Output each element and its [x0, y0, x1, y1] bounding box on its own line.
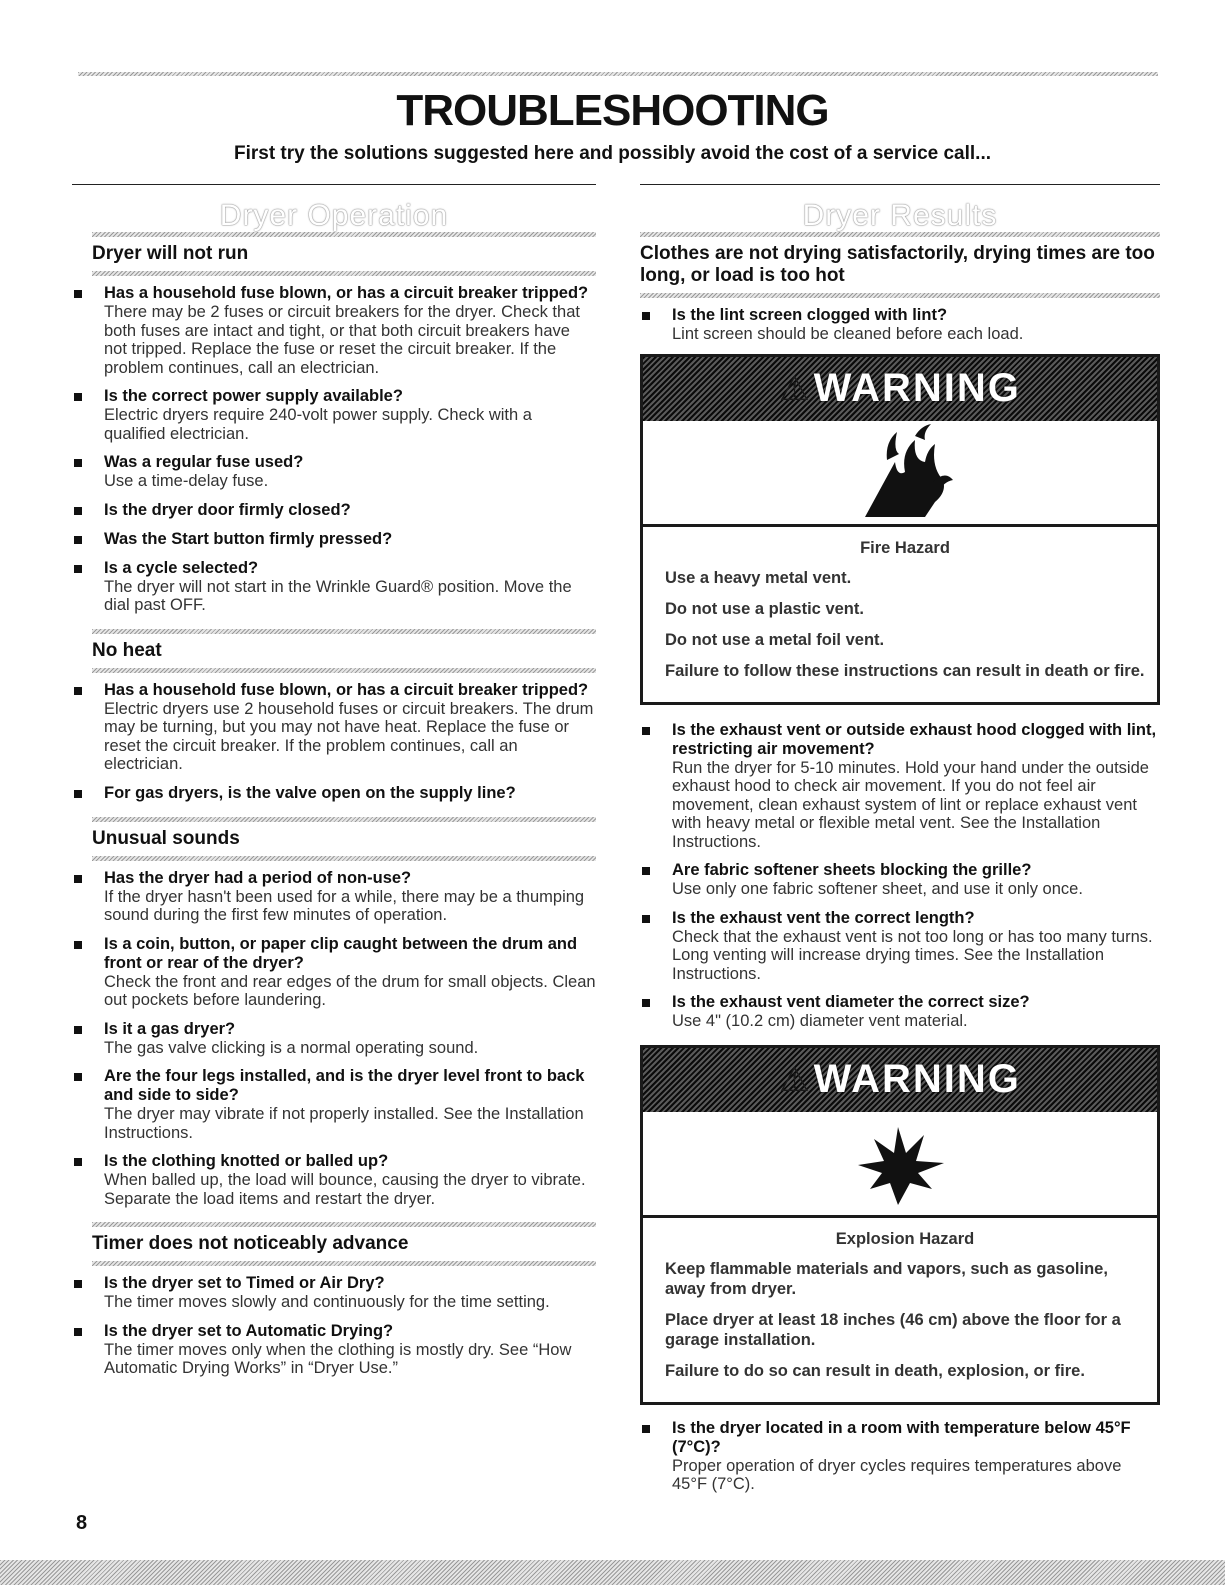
answer: If the dryer hasn't been used for a while, there may be a thumping sound during the first few minutes of operation.	[104, 887, 585, 924]
question: Is the dryer set to Timed or Air Dry?	[104, 1274, 385, 1292]
warning-line: Failure to do so can result in death, explosion, or fire.	[665, 1361, 1085, 1380]
column-heading-dryer-operation: Dryer Operation	[219, 199, 449, 232]
answer: Check the front and rear edges of the drum for small objects. Clean out pockets before laundering.	[104, 972, 596, 1009]
section-title: Dryer will not run	[92, 243, 249, 264]
question: Is the exhaust vent the correct length?	[672, 908, 975, 927]
troubleshoot-section	[72, 629, 596, 803]
section-title: Clothes are not drying satisfactorily, drying times are too long, or load is too hot	[640, 243, 1155, 286]
question: Are fabric softener sheets blocking the grille?	[672, 861, 1032, 879]
answer: Check that the exhaust vent is not too long or has too many turns. Long venting will increase drying times. See the Installation Instructions.	[672, 927, 1153, 983]
fire-icon	[643, 421, 1157, 527]
warning-box-explosion	[640, 1045, 1160, 1405]
explosion-icon	[643, 1112, 1157, 1218]
warning-banner	[643, 357, 1157, 421]
answer: The dryer may vibrate if not properly installed. See the Installation Instructions.	[104, 1105, 584, 1142]
question: Is the correct power supply available?	[104, 387, 403, 405]
warning-body	[643, 1218, 1157, 1402]
list-item	[640, 1419, 1160, 1494]
answer: The timer moves slowly and continuously for the time setting.	[104, 1293, 550, 1311]
question: Has a household fuse blown, or has a circuit breaker tripped?	[104, 284, 589, 302]
warning-banner	[643, 1048, 1157, 1112]
warning-box-fire	[640, 354, 1160, 705]
troubleshoot-section	[72, 1222, 596, 1378]
question: Is the exhaust vent or outside exhaust hood clogged with lint, restricting air movement?	[672, 720, 1157, 758]
list-item	[72, 1274, 596, 1312]
question: Is the lint screen clogged with lint?	[672, 306, 948, 324]
question: Is it a gas dryer?	[104, 1019, 236, 1038]
question: Was the Start button firmly pressed?	[104, 529, 393, 548]
answer: Proper operation of dryer cycles requires temperatures above 45°F (7°C).	[672, 1456, 1122, 1493]
answer: There may be 2 fuses or circuit breakers for the dryer. Check that both fuses are intact and tight, or that both circuit breakers have not tripped. Replace the fuse or reset the circuit breaker. If the problem continues, call an electrician.	[104, 303, 580, 377]
question: Is the dryer set to Automatic Drying?	[104, 1321, 394, 1340]
section-title: Timer does not noticeably advance	[92, 1233, 409, 1254]
warning-label: WARNING	[813, 1057, 1021, 1101]
list-item	[72, 784, 596, 803]
troubleshoot-section	[72, 817, 596, 1209]
question: Is the clothing knotted or balled up?	[104, 1152, 389, 1170]
answer: When balled up, the load will bounce, causing the dryer to vibrate. Separate the load items and restart the dryer.	[104, 1171, 586, 1208]
question: Has the dryer had a period of non-use?	[104, 868, 412, 887]
answer: Use only one fabric softener sheet, and use it only once.	[672, 880, 1083, 898]
list-item	[72, 530, 596, 549]
list-item	[72, 501, 596, 520]
warning-line: Do not use a metal foil vent.	[665, 630, 885, 649]
question: Is a cycle selected?	[104, 558, 259, 577]
list-item	[72, 559, 596, 615]
item-list	[72, 681, 596, 803]
answer: Electric dryers require 240-volt power supply. Check with a qualified electrician.	[104, 406, 532, 443]
warning-triangle-icon: ⚠	[779, 1060, 810, 1099]
question: Is the dryer located in a room with temperature below 45°F (7°C)?	[672, 1418, 1131, 1456]
answer: Use a time-delay fuse.	[104, 472, 269, 490]
item-list	[72, 284, 596, 615]
section-title: No heat	[92, 639, 162, 661]
item-list	[72, 1274, 596, 1378]
list-item	[72, 387, 596, 443]
section-clothes-not-drying	[640, 232, 1160, 1494]
list-item	[72, 869, 596, 925]
answer: Run the dryer for 5-10 minutes. Hold your hand under the outside exhaust hood to check air movement. If you do not feel air movement, clean exhaust system of lint or replace exhaust vent with heavy metal or flexible metal vent. See the Installation Instructions.	[672, 758, 1149, 851]
question: Is the dryer door firmly closed?	[104, 500, 351, 519]
answer: The dryer will not start in the Wrinkle Guard® position. Move the dial past OFF.	[104, 577, 572, 614]
answer: The timer moves only when the clothing is mostly dry. See “How Automatic Drying Works” in “Dryer Use.”	[104, 1340, 572, 1377]
question: Was a regular fuse used?	[104, 453, 304, 471]
question: Is a coin, button, or paper clip caught between the drum and front or rear of the dryer?	[104, 934, 578, 972]
page-subtitle: First try the solutions suggested here and possibly avoid the cost of a service call...	[233, 143, 992, 164]
item-list	[72, 869, 596, 1209]
list-item	[640, 909, 1160, 984]
item-list	[640, 306, 1160, 344]
list-item	[640, 861, 1160, 899]
page-number: 8	[76, 1512, 88, 1534]
item-list	[640, 1419, 1160, 1494]
list-item	[72, 1322, 596, 1378]
hazard-title: Explosion Hazard	[835, 1229, 975, 1248]
list-item	[72, 1067, 596, 1142]
warning-line: Place dryer at least 18 inches (46 cm) above the floor for a garage installation.	[665, 1310, 1121, 1349]
page-title: TROUBLESHOOTING	[396, 86, 829, 135]
left-sections	[72, 232, 596, 1378]
question: Has a household fuse blown, or has a circuit breaker tripped?	[104, 680, 589, 699]
list-item	[640, 721, 1160, 852]
list-item	[72, 935, 596, 1010]
list-item	[640, 306, 1160, 344]
left-column	[72, 184, 596, 1388]
item-list	[640, 721, 1160, 1031]
question: For gas dryers, is the valve open on the supply line?	[104, 783, 516, 802]
answer: Lint screen should be cleaned before each load.	[672, 325, 1024, 343]
list-item	[72, 1020, 596, 1058]
question: Is the exhaust vent diameter the correct size?	[672, 993, 1030, 1011]
hazard-title: Fire Hazard	[860, 538, 950, 557]
warning-line: Failure to follow these instructions can result in death or fire.	[665, 661, 1145, 680]
column-heading-dryer-results: Dryer Results	[802, 199, 998, 232]
warning-line: Keep flammable materials and vapors, such as gasoline, away from dryer.	[665, 1259, 1108, 1298]
troubleshoot-section	[72, 232, 596, 615]
answer: Use 4" (10.2 cm) diameter vent material.	[672, 1012, 968, 1030]
top-decorative-rule	[78, 72, 1158, 76]
list-item	[72, 681, 596, 774]
question: Are the four legs installed, and is the dryer level front to back and side to side?	[104, 1067, 585, 1104]
answer: Electric dryers use 2 household fuses or circuit breakers. The drum may be turning, but you may not have heat. Replace the fuse or reset the circuit breaker. If the problem continues, call an electrician.	[104, 699, 594, 773]
warning-line: Do not use a plastic vent.	[665, 599, 864, 618]
warning-body	[643, 527, 1157, 702]
bottom-decorative-band	[0, 1560, 1225, 1585]
list-item	[72, 284, 596, 377]
list-item	[72, 453, 596, 491]
warning-line: Use a heavy metal vent.	[665, 568, 852, 587]
right-column	[640, 184, 1160, 1504]
warning-label: WARNING	[813, 366, 1021, 410]
list-item	[640, 993, 1160, 1031]
warning-triangle-icon: ⚠	[779, 369, 810, 408]
list-item	[72, 1152, 596, 1208]
answer: The gas valve clicking is a normal operating sound.	[104, 1038, 479, 1057]
section-title: Unusual sounds	[92, 827, 240, 849]
